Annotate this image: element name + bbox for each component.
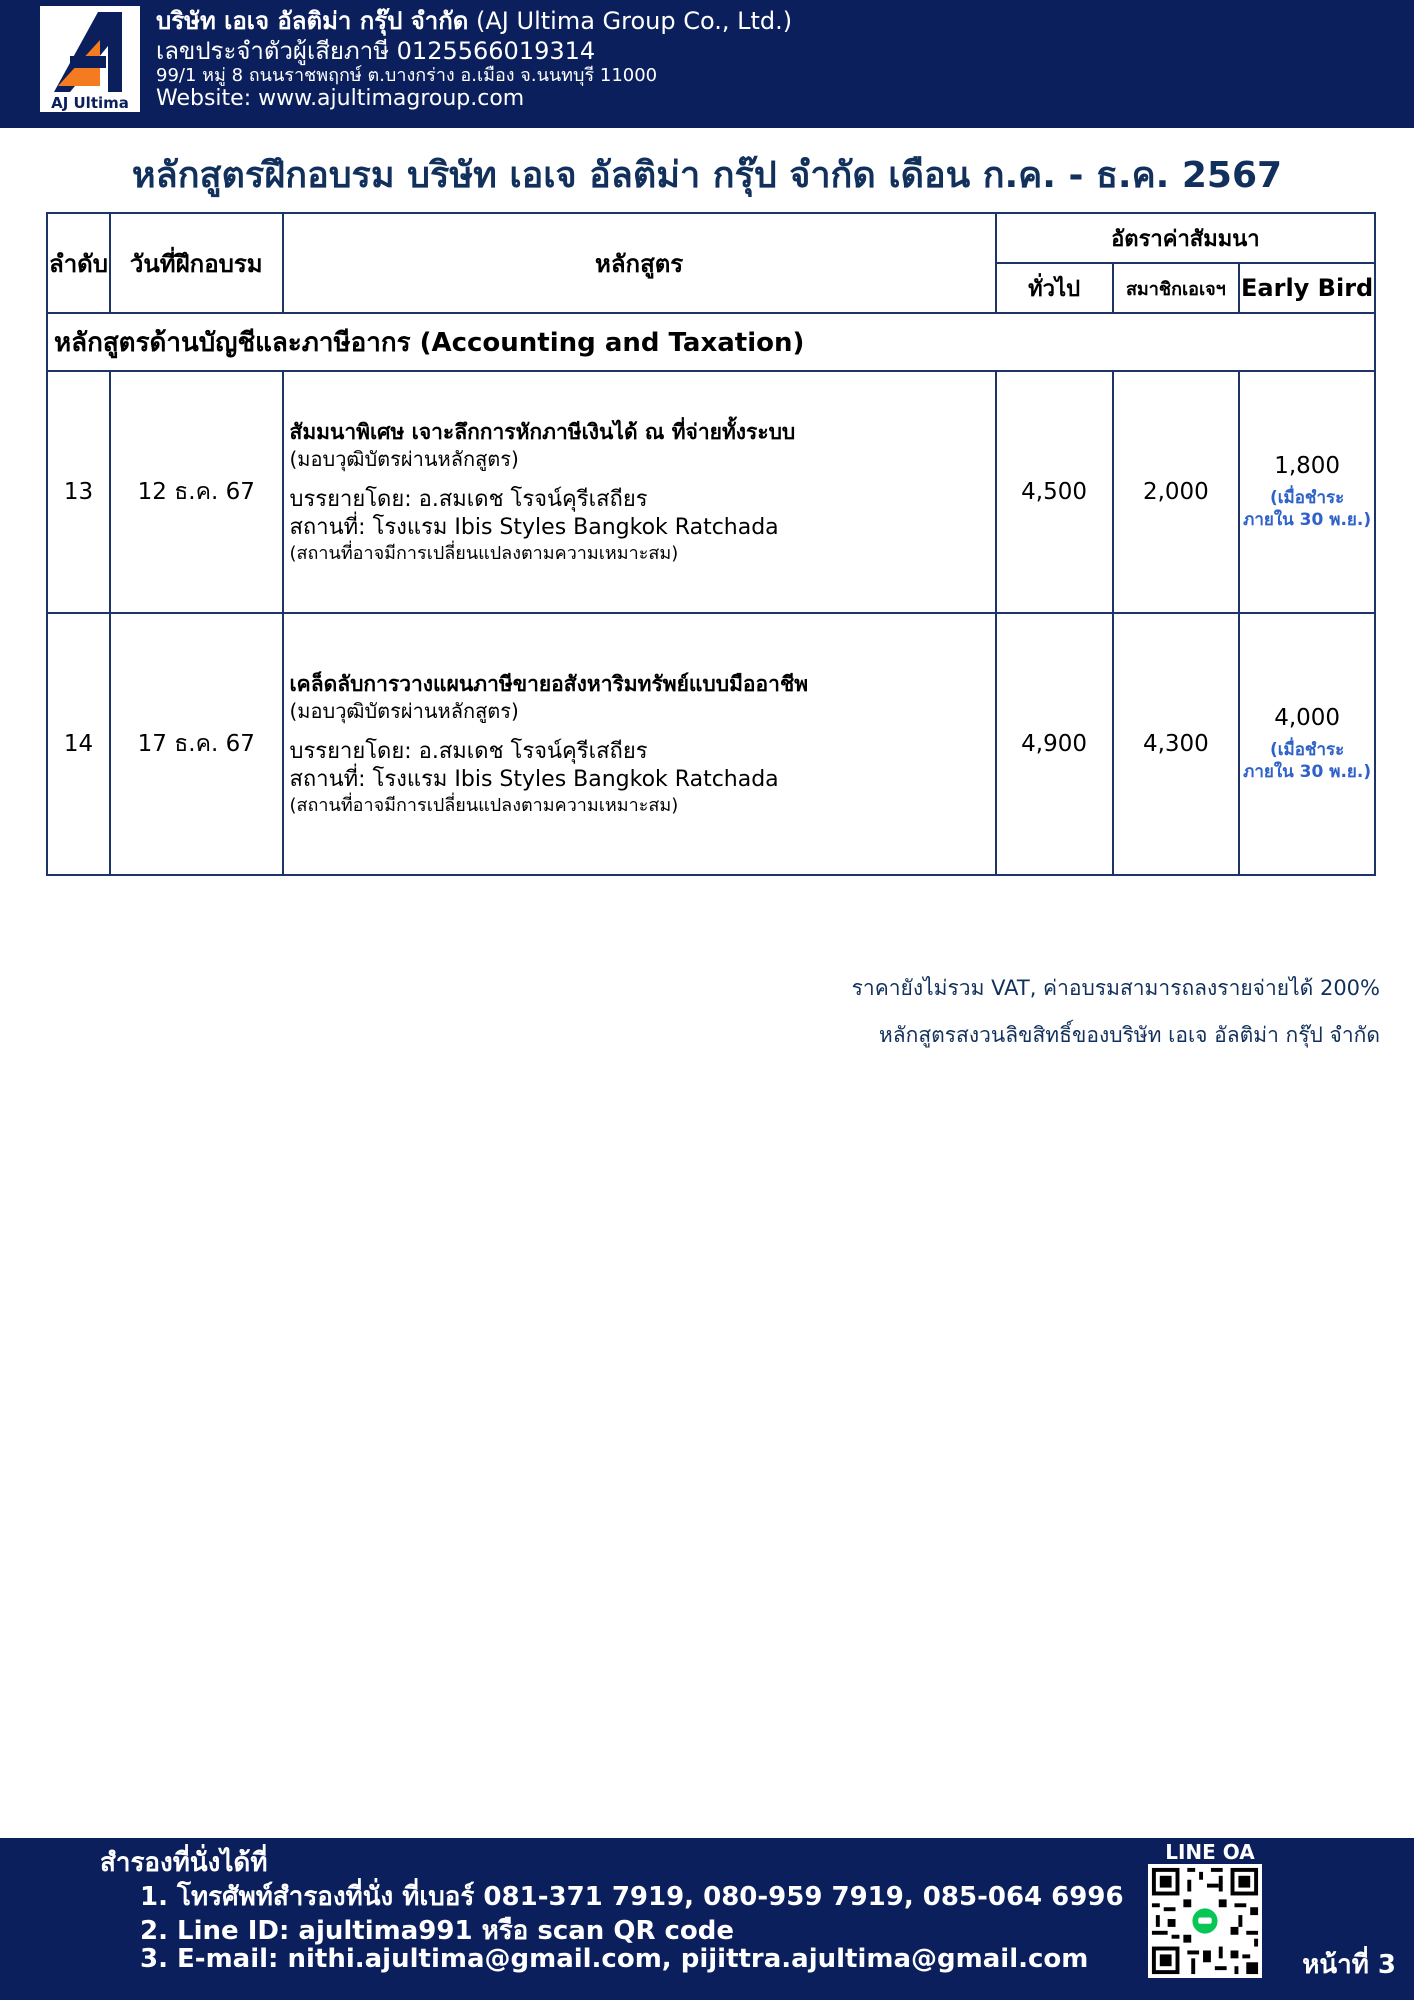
booking-phone[interactable]: 1. โทรศัพท์สำรองที่นั่ง ที่เบอร์ 081-371 7919, 080-959 7919, 085-064 6996 <box>140 1882 1124 1912</box>
qr-code-icon <box>1148 1864 1262 1978</box>
header-early-bird: Early Bird <box>1239 263 1375 313</box>
course-cell <box>283 613 996 875</box>
header-member: สมาชิกเอเจฯ <box>1113 263 1240 313</box>
company-name-th: บริษัท เอเจ อัลติม่า กรุ๊ป จำกัด <box>156 7 469 35</box>
course-certificate: (มอบวุฒิบัตรผ่านหลักสูตร) <box>289 699 519 723</box>
course-title: สัมมนาพิเศษ เจาะลึกการหักภาษีเงินได้ ณ ที่จ่ายทั้งระบบ <box>289 420 796 444</box>
price-early-bird: 1,800 <box>1274 453 1341 479</box>
row-date: 17 ธ.ค. 67 <box>110 613 283 875</box>
venue-note: (สถานที่อาจมีการเปลี่ยนแปลงตามความเหมาะสม) <box>289 543 679 564</box>
company-address: 99/1 หมู่ 8 ถนนราชพฤกษ์ ต.บางกร่าง อ.เมือง จ.นนทบุรี 11000 <box>156 65 658 86</box>
category-heading: หลักสูตรด้านบัญชีและภาษีอากร (Accounting and Taxation) <box>47 313 1375 371</box>
course-speaker: บรรยายโดย: อ.สมเดช โรจน์คุรีเสถียร <box>289 739 648 764</box>
booking-email[interactable]: 3. E-mail: nithi.ajultima@gmail.com, pijittra.ajultima@gmail.com <box>140 1944 1089 1974</box>
price-early-bird: 4,000 <box>1274 705 1341 731</box>
vat-note: ราคายังไม่รวม VAT, ค่าอบรมสามารถลงรายจ่ายได้ 200% <box>851 976 1380 1000</box>
company-logo <box>40 6 140 112</box>
course-venue: สถานที่: โรงแรม Ibis Styles Bangkok Ratchada <box>289 515 779 540</box>
page-title: หลักสูตรฝึกอบรม บริษัท เอเจ อัลติม่า กรุ๊ป จำกัด เดือน ก.ค. - ธ.ค. 2567 <box>131 155 1283 196</box>
header-no: ลำดับ <box>47 213 110 313</box>
footer-bar <box>0 1838 1414 2000</box>
line-qr-code[interactable] <box>1148 1864 1262 1978</box>
course-schedule-table <box>46 212 1376 876</box>
price-member: 2,000 <box>1113 371 1240 613</box>
course-speaker: บรรยายโดย: อ.สมเดช โรจน์คุรีเสถียร <box>289 487 648 512</box>
booking-heading: สำรองที่นั่งได้ที่ <box>100 1848 268 1878</box>
header-course: หลักสูตร <box>283 213 996 313</box>
company-info <box>156 6 1356 112</box>
early-bird-note-1: (เมื่อชำระ <box>1269 488 1345 508</box>
tax-id: เลขประจำตัวผู้เสียภาษี 0125566019314 <box>156 37 596 65</box>
price-general: 4,500 <box>996 371 1113 613</box>
early-bird-note-2: ภายใน 30 พ.ย.) <box>1243 762 1372 782</box>
copyright-note: หลักสูตรสงวนลิขสิทธิ์ของบริษัท เอเจ อัลติม่า กรุ๊ป จำกัด <box>878 1023 1380 1047</box>
company-name <box>156 6 1356 36</box>
table-row <box>47 613 1375 875</box>
page-number: หน้าที่ 3 <box>1302 1950 1396 1980</box>
early-bird-cell <box>1239 613 1375 875</box>
header-date: วันที่ฝึกอบรม <box>110 213 283 313</box>
price-member: 4,300 <box>1113 613 1240 875</box>
early-bird-note-1: (เมื่อชำระ <box>1269 740 1345 760</box>
row-no: 14 <box>47 613 110 875</box>
course-certificate: (มอบวุฒิบัตรผ่านหลักสูตร) <box>289 447 519 471</box>
venue-note: (สถานที่อาจมีการเปลี่ยนแปลงตามความเหมาะสม) <box>289 795 679 816</box>
company-name-en: (AJ Ultima Group Co., Ltd.) <box>468 7 793 35</box>
header-general: ทั่วไป <box>996 263 1113 313</box>
booking-line-id[interactable]: 2. Line ID: ajultima991 หรือ scan QR code <box>140 1916 735 1946</box>
logo-text: AJ Ultima <box>51 94 129 112</box>
table-row <box>47 371 1375 613</box>
price-general: 4,900 <box>996 613 1113 875</box>
row-no: 13 <box>47 371 110 613</box>
early-bird-note-2: ภายใน 30 พ.ย.) <box>1243 510 1372 530</box>
header-rates: อัตราค่าสัมมนา <box>996 213 1375 263</box>
early-bird-cell <box>1239 371 1375 613</box>
course-title: เคล็ดลับการวางแผนภาษีขายอสังหาริมทรัพย์แบบมืออาชีพ <box>289 672 809 696</box>
row-date: 12 ธ.ค. 67 <box>110 371 283 613</box>
line-oa-label: LINE OA <box>1165 1840 1255 1864</box>
header-bar <box>0 0 1414 128</box>
course-venue: สถานที่: โรงแรม Ibis Styles Bangkok Ratchada <box>289 767 779 792</box>
company-website[interactable]: Website: www.ajultimagroup.com <box>156 86 525 111</box>
course-cell <box>283 371 996 613</box>
